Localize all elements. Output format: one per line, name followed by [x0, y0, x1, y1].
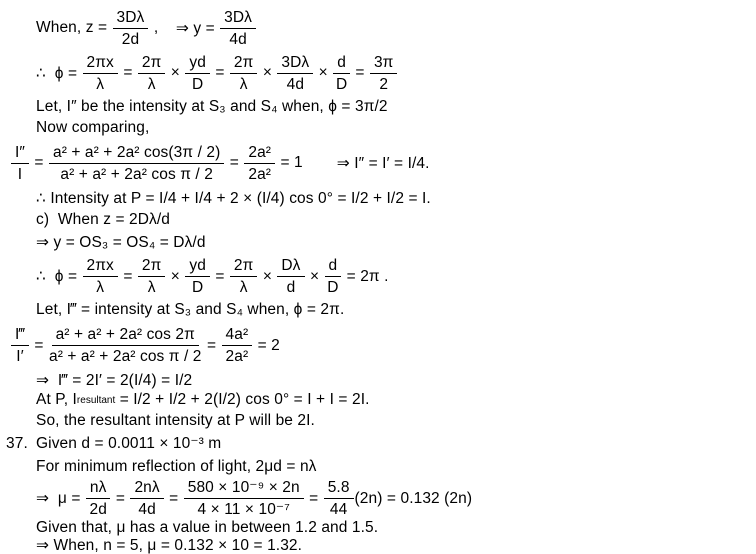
fraction [277, 53, 313, 94]
fraction-numerator: 2π [138, 53, 166, 74]
fraction-denominator: λ [96, 279, 105, 296]
body-text: c) When z = 2Dλ/d [36, 211, 171, 228]
fraction-denominator: I′ [16, 348, 24, 365]
eq-text: = [304, 489, 323, 507]
fraction-numerator: d [325, 256, 342, 277]
fraction-denominator: 2d [89, 501, 107, 518]
body-text: Given that, μ has a value in between 1.2 and 1.5. [36, 519, 379, 536]
line-mu-range [36, 519, 748, 537]
eq-text: = 0.132 (2n) [382, 489, 473, 507]
fraction-numerator: 3Dλ [113, 8, 149, 29]
fraction [138, 53, 166, 94]
fraction-numerator: 3π [370, 53, 398, 74]
eq-text: ∴ ϕ = [36, 268, 82, 285]
eq-text: × [166, 267, 185, 285]
eq-text: = [118, 64, 137, 81]
body-text: ∴ Intensity at P = I/4 + I/4 + 2 × (I/4) cos 0° = I/2 + I/2 = I. [36, 190, 431, 207]
fraction-numerator: 2π [230, 256, 258, 277]
eq-text: = 2π . [342, 267, 389, 285]
fraction [370, 53, 398, 94]
body-text: ⇒ When, n = 5, μ = 0.132 × 10 = 1.32. [36, 537, 303, 554]
eq-text: ⇒ y = [158, 19, 220, 37]
fraction-denominator: D [192, 279, 204, 296]
body-text: = I/2 + I/2 + 2(I/2) cos 0° = I + I = 2I. [115, 391, 370, 408]
line-case-c [36, 209, 748, 231]
line-phi-2pi [36, 254, 748, 299]
fraction-denominator: a² + a² + 2a² cos π / 2 [60, 165, 213, 183]
line-let-i-triple-prime [36, 299, 748, 321]
eq-text: (2n) [354, 489, 383, 507]
fraction [184, 478, 304, 519]
fraction [244, 143, 275, 184]
line-conclusion [36, 410, 748, 432]
fraction-numerator: a² + a² + 2a² cos(3π / 2) [49, 143, 224, 164]
eq-text: = [30, 336, 48, 354]
fraction [185, 256, 210, 297]
fraction-numerator: 2a² [244, 143, 275, 164]
eq-text: × [166, 64, 185, 81]
fraction-denominator: λ [147, 75, 156, 93]
eq-text: = [118, 267, 137, 285]
fraction [333, 53, 350, 94]
fraction-numerator: 4a² [222, 325, 253, 346]
fraction [86, 478, 111, 519]
fraction-denominator: 2d [121, 30, 140, 48]
fraction-numerator: I‴ [11, 325, 29, 346]
eq-text: = [210, 64, 229, 81]
fraction-numerator: 2πx [83, 53, 118, 74]
eq-text: = 1 [276, 154, 303, 171]
line-i-triple-prime-value [36, 370, 748, 390]
fraction [130, 478, 163, 519]
fraction-denominator: 4 × 11 × 10⁻⁷ [197, 501, 290, 518]
line-y-os3-os4 [36, 231, 748, 254]
eq-conclusion-text: ⇒ I″ = I′ = I/4. [336, 154, 430, 172]
fraction-denominator: λ [239, 279, 248, 296]
fraction [49, 143, 224, 184]
fraction-denominator: D [335, 75, 348, 93]
body-text: So, the resultant intensity at P will be 2I. [36, 412, 315, 429]
fraction-numerator: 2πx [83, 256, 118, 277]
body-text: ⇒ I‴ = 2I′ = 2(I/4) = I/2 [36, 371, 193, 389]
fraction [113, 8, 149, 49]
fraction-denominator: 2a² [225, 348, 249, 365]
eq-text: = [225, 154, 244, 171]
body-text: At P, I [36, 391, 77, 408]
fraction-denominator: λ [147, 279, 156, 296]
fraction [277, 256, 304, 297]
fraction [11, 143, 29, 184]
line-intensity-at-p [36, 188, 748, 209]
eq-text: ∴ ϕ = [36, 64, 82, 82]
fraction-denominator: 2 [379, 75, 389, 93]
fraction-denominator: 44 [329, 501, 348, 518]
fraction-numerator: 2nλ [130, 478, 163, 499]
eq-text: ⇒ μ = [36, 490, 85, 507]
eq-text: = [164, 489, 183, 507]
line-let-i-double-prime [36, 96, 748, 117]
fraction [325, 256, 342, 297]
fraction-denominator: 2a² [248, 165, 272, 183]
line-mu-equation [36, 478, 748, 519]
line-n5-result [36, 537, 748, 554]
fraction-denominator: λ [96, 75, 105, 93]
line-min-reflection [36, 455, 748, 478]
fraction [324, 478, 354, 519]
eq-text: × [305, 267, 324, 285]
fraction-denominator: 4d [229, 30, 247, 48]
eq-text: = 2 [253, 336, 280, 354]
fraction-numerator: 3Dλ [277, 53, 313, 74]
line-phi-3pi-2 [36, 50, 748, 96]
body-text: Now comparing, [36, 118, 150, 136]
line-when-z [36, 6, 748, 50]
eq-text: When, z = [36, 19, 112, 36]
fraction-denominator: D [327, 279, 339, 296]
fraction [83, 256, 118, 297]
line-intensity-ratio-1 [10, 138, 748, 188]
fraction [49, 325, 202, 366]
fraction-numerator: Dλ [277, 256, 304, 277]
eq-text: = [202, 336, 221, 354]
eq-text: = [210, 267, 229, 285]
eq-text: × [314, 64, 333, 81]
fraction-denominator: I [17, 165, 23, 183]
fraction [230, 53, 258, 94]
item-number: 37. [6, 434, 28, 452]
fraction-numerator: 580 × 10⁻⁹ × 2n [184, 478, 304, 499]
fraction-numerator: 2π [138, 256, 166, 277]
fraction-denominator: d [286, 279, 296, 296]
fraction-numerator: 3Dλ [220, 8, 256, 29]
fraction-denominator: D [192, 75, 204, 93]
fraction-denominator: 4d [138, 501, 156, 518]
fraction [11, 325, 29, 366]
eq-text: = [30, 154, 48, 171]
fraction [230, 256, 258, 297]
fraction [222, 325, 253, 366]
eq-text: = [111, 489, 130, 507]
fraction [138, 256, 166, 297]
fraction-numerator: yd [185, 256, 210, 277]
body-text: ⇒ y = OS₃ = OS₄ = Dλ/d [36, 234, 206, 251]
fraction-numerator: I″ [11, 143, 29, 164]
line-resultant-intensity [36, 390, 748, 410]
body-text: Given d = 0.0011 × 10⁻³ m [36, 435, 222, 452]
fraction-numerator: 5.8 [324, 478, 354, 499]
body-text: Let, I‴ = intensity at S₃ and S₄ when, ϕ = 2π. [36, 301, 345, 318]
line-intensity-ratio-2 [10, 321, 748, 370]
body-text: Let, I″ be the intensity at S₃ and S₄ when, ϕ = 3π/2 [36, 97, 388, 115]
fraction-numerator: a² + a² + 2a² cos 2π [52, 325, 199, 346]
fraction-denominator: λ [239, 75, 248, 93]
eq-text: , [149, 19, 159, 36]
fraction-denominator: 4d [286, 75, 305, 93]
eq-text: = [350, 64, 369, 81]
fraction-numerator: d [333, 53, 350, 74]
line-now-comparing [36, 117, 748, 138]
fraction-numerator: yd [185, 53, 210, 74]
subscript-label: resultant [76, 394, 116, 406]
eq-text: × [258, 64, 277, 81]
fraction [185, 53, 210, 94]
fraction-numerator: 2π [230, 53, 258, 74]
line-problem-37-given [6, 432, 748, 455]
fraction-numerator: nλ [86, 478, 111, 499]
fraction [83, 53, 118, 94]
fraction-denominator: a² + a² + 2a² cos π / 2 [48, 348, 202, 365]
eq-text: × [258, 267, 277, 285]
body-text: For minimum reflection of light, 2μd = nλ [36, 457, 317, 475]
fraction [220, 8, 256, 49]
